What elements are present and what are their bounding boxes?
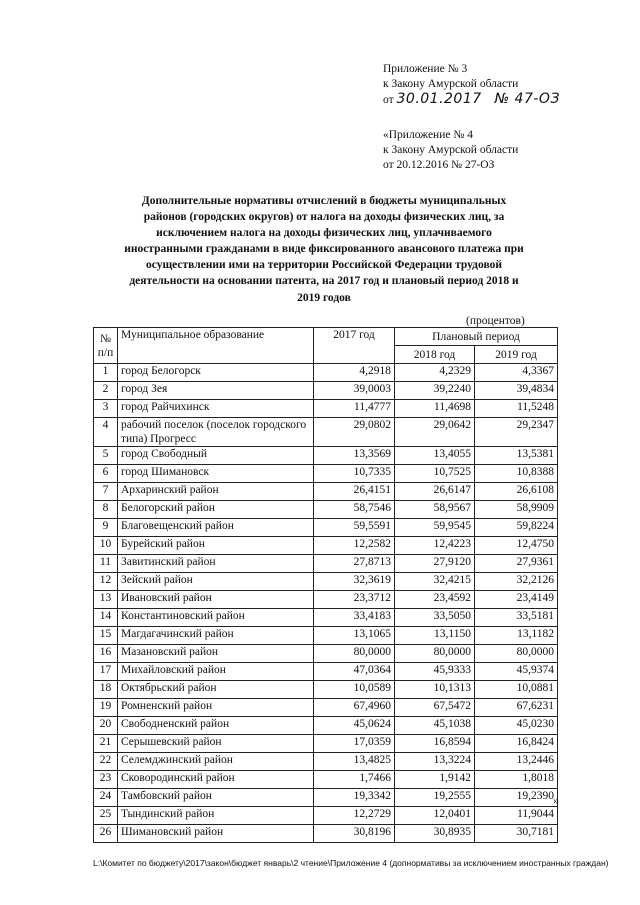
row-number: 8	[94, 501, 118, 519]
value-2017: 33,4183	[314, 609, 395, 627]
header-planned: Плановый период	[395, 328, 558, 346]
value-2019: 58,9909	[475, 501, 558, 519]
row-number: 11	[94, 555, 118, 573]
value-2018: 16,8594	[395, 735, 475, 753]
row-number: 26	[94, 825, 118, 843]
value-2019: 26,6108	[475, 483, 558, 501]
value-2017: 23,3712	[314, 591, 395, 609]
annex-old-number: «Приложение № 4	[383, 129, 473, 141]
handwritten-number: № 47-ОЗ	[494, 91, 560, 107]
annex-number: Приложение № 3	[383, 63, 468, 75]
municipality-name: город Райчихинск	[118, 400, 314, 418]
table-row	[94, 465, 558, 483]
row-number: 22	[94, 753, 118, 771]
value-2019: 23,4149	[475, 591, 558, 609]
value-2018: 13,3224	[395, 753, 475, 771]
value-2019: 33,5181	[475, 609, 558, 627]
table-row	[94, 825, 558, 843]
value-2018: 67,5472	[395, 699, 475, 717]
row-number: 5	[94, 447, 118, 465]
municipality-name: Михайловский район	[118, 663, 314, 681]
row-number: 21	[94, 735, 118, 753]
value-2017: 12,2729	[314, 807, 395, 825]
municipality-name: Зейский район	[118, 573, 314, 591]
municipality-name: город Шимановск	[118, 465, 314, 483]
value-2017: 19,3342	[314, 789, 395, 807]
value-2018: 32,4215	[395, 573, 475, 591]
municipality-name: Архаринский район	[118, 483, 314, 501]
value-2018: 10,1313	[395, 681, 475, 699]
value-2019: 12,4750	[475, 537, 558, 555]
value-2019: 13,1182	[475, 627, 558, 645]
municipality-name: Бурейский район	[118, 537, 314, 555]
annex-date-line: от 30.01.2017 № 47-ОЗ	[383, 91, 560, 107]
municipality-name: Завитинский район	[118, 555, 314, 573]
row-number: 3	[94, 400, 118, 418]
table-row	[94, 555, 558, 573]
municipality-name: Благовещенский район	[118, 519, 314, 537]
footer-file-path: L:\Комитет по бюджету\2017\закон\бюджет январь\2 чтение\Приложение 4 (допнормативы за исключением иностранных граждан)	[93, 858, 609, 868]
municipality-name: Тындинский район	[118, 807, 314, 825]
row-number: 23	[94, 771, 118, 789]
value-2017: 26,4151	[314, 483, 395, 501]
value-2017: 59,5591	[314, 519, 395, 537]
row-number: 17	[94, 663, 118, 681]
municipality-name: Белогорский район	[118, 501, 314, 519]
municipality-name: Свободненский район	[118, 717, 314, 735]
value-2018: 13,4055	[395, 447, 475, 465]
value-2018: 26,6147	[395, 483, 475, 501]
header-2019: 2019 год	[475, 346, 558, 364]
annex-old-header	[383, 128, 518, 173]
header-2017: 2017 год	[314, 328, 395, 364]
table-row	[94, 519, 558, 537]
municipality-name: рабочий поселок (поселок городского типа) Прогресс	[118, 418, 314, 447]
value-2018: 59,9545	[395, 519, 475, 537]
value-2017: 80,0000	[314, 645, 395, 663]
annex-old-date: от 20.12.2016 № 27-ОЗ	[383, 159, 495, 171]
value-2017: 1,7466	[314, 771, 395, 789]
value-2017: 27,8713	[314, 555, 395, 573]
value-2018: 12,0401	[395, 807, 475, 825]
value-2019: 45,9374	[475, 663, 558, 681]
municipality-name: Серышевский район	[118, 735, 314, 753]
value-2018: 23,4592	[395, 591, 475, 609]
value-2019: 11,9044	[475, 807, 558, 825]
municipality-name: Ромненский район	[118, 699, 314, 717]
value-2019: 30,7181	[475, 825, 558, 843]
value-2018: 29,0642	[395, 418, 475, 447]
value-2018: 11,4698	[395, 400, 475, 418]
value-2018: 10,7525	[395, 465, 475, 483]
municipality-name: Мазановский район	[118, 645, 314, 663]
norms-table	[93, 327, 558, 843]
value-2018: 45,9333	[395, 663, 475, 681]
value-2019: 29,2347	[475, 418, 558, 447]
row-number: 19	[94, 699, 118, 717]
table-row	[94, 735, 558, 753]
value-2017: 39,0003	[314, 382, 395, 400]
municipality-name: Константиновский район	[118, 609, 314, 627]
value-2018: 19,2555	[395, 789, 475, 807]
value-2017: 4,2918	[314, 364, 395, 382]
value-2018: 58,9567	[395, 501, 475, 519]
value-2017: 32,3619	[314, 573, 395, 591]
value-2019: 27,9361	[475, 555, 558, 573]
value-2017: 45,0624	[314, 717, 395, 735]
municipality-name: Сковородинский район	[118, 771, 314, 789]
value-2017: 13,3569	[314, 447, 395, 465]
header-num: № п/п	[94, 328, 118, 364]
annex-old-law-ref: к Закону Амурской области	[383, 144, 519, 156]
table-row	[94, 807, 558, 825]
value-2017: 47,0364	[314, 663, 395, 681]
table-row	[94, 400, 558, 418]
value-2018: 30,8935	[395, 825, 475, 843]
municipality-name: Шимановский район	[118, 825, 314, 843]
table-row	[94, 681, 558, 699]
row-number: 18	[94, 681, 118, 699]
value-2018: 1,9142	[395, 771, 475, 789]
document-title: Дополнительные нормативы отчислений в бюджеты муниципальных районов (городских округов) от налога на доходы физических лиц, за исключением налога на доходы физических лиц, уплачиваемого иностранными гражданами в виде фиксированного авансового платежа при осуществлении ими на территории Российской Федерации трудовой деятельности на основании патента, на 2017 год и плановый период 2018 и 2019 годов	[124, 195, 524, 304]
value-2019: 13,2446	[475, 753, 558, 771]
row-number: 7	[94, 483, 118, 501]
row-number: 20	[94, 717, 118, 735]
value-2019: 10,0881	[475, 681, 558, 699]
value-2018: 45,1038	[395, 717, 475, 735]
table-row	[94, 382, 558, 400]
value-2017: 67,4960	[314, 699, 395, 717]
table-row	[94, 699, 558, 717]
value-2017: 10,7335	[314, 465, 395, 483]
value-2019: 13,5381	[475, 447, 558, 465]
header-name: Муниципальное образование	[118, 328, 314, 364]
row-number: 9	[94, 519, 118, 537]
municipality-name: город Белогорск	[118, 364, 314, 382]
row-number: 24	[94, 789, 118, 807]
value-2019: 19,2390	[475, 789, 558, 807]
table-row	[94, 483, 558, 501]
header-2018: 2018 год	[395, 346, 475, 364]
value-2019: 80,0000	[475, 645, 558, 663]
value-2019: 1,8018	[475, 771, 558, 789]
value-2017: 58,7546	[314, 501, 395, 519]
row-number: 16	[94, 645, 118, 663]
table-row	[94, 753, 558, 771]
value-2017: 12,2582	[314, 537, 395, 555]
table-row	[94, 501, 558, 519]
table-row	[94, 573, 558, 591]
value-2019: 39,4834	[475, 382, 558, 400]
row-number: 13	[94, 591, 118, 609]
value-2019: 16,8424	[475, 735, 558, 753]
value-2017: 13,4825	[314, 753, 395, 771]
value-2017: 17,0359	[314, 735, 395, 753]
value-2019: 32,2126	[475, 573, 558, 591]
row-number: 6	[94, 465, 118, 483]
municipality-name: Магдагачинский район	[118, 627, 314, 645]
table-row	[94, 447, 558, 465]
row-number: 14	[94, 609, 118, 627]
municipality-name: Ивановский район	[118, 591, 314, 609]
annex-law-ref: к Закону Амурской области	[383, 78, 519, 90]
table-row	[94, 771, 558, 789]
municipality-name: город Зея	[118, 382, 314, 400]
value-2017: 13,1065	[314, 627, 395, 645]
table-row	[94, 663, 558, 681]
table-row	[94, 364, 558, 382]
value-2018: 4,2329	[395, 364, 475, 382]
closing-quote: »	[553, 793, 559, 807]
table-row	[94, 537, 558, 555]
annex-header	[383, 62, 560, 108]
municipality-name: Селемджинский район	[118, 753, 314, 771]
row-number: 2	[94, 382, 118, 400]
table-row	[94, 591, 558, 609]
value-2017: 29,0802	[314, 418, 395, 447]
value-2019: 4,3367	[475, 364, 558, 382]
value-2018: 27,9120	[395, 555, 475, 573]
value-2019: 10,8388	[475, 465, 558, 483]
table-row	[94, 418, 558, 447]
table-row	[94, 789, 558, 807]
row-number: 10	[94, 537, 118, 555]
row-number: 4	[94, 418, 118, 447]
table-row	[94, 717, 558, 735]
value-2017: 10,0589	[314, 681, 395, 699]
row-number: 12	[94, 573, 118, 591]
row-number: 25	[94, 807, 118, 825]
value-2018: 80,0000	[395, 645, 475, 663]
value-2018: 13,1150	[395, 627, 475, 645]
municipality-name: Тамбовский район	[118, 789, 314, 807]
table-row	[94, 609, 558, 627]
row-number: 1	[94, 364, 118, 382]
value-2018: 39,2240	[395, 382, 475, 400]
table-body	[94, 364, 558, 843]
table-row	[94, 645, 558, 663]
row-number: 15	[94, 627, 118, 645]
municipality-name: город Свободный	[118, 447, 314, 465]
units-label: (процентов)	[466, 315, 525, 327]
value-2019: 11,5248	[475, 400, 558, 418]
value-2017: 30,8196	[314, 825, 395, 843]
value-2018: 12,4223	[395, 537, 475, 555]
value-2019: 45,0230	[475, 717, 558, 735]
municipality-name: Октябрьский район	[118, 681, 314, 699]
handwritten-date: 30.01.2017	[396, 91, 482, 107]
table-row	[94, 627, 558, 645]
value-2018: 33,5050	[395, 609, 475, 627]
value-2019: 59,8224	[475, 519, 558, 537]
value-2017: 11,4777	[314, 400, 395, 418]
value-2019: 67,6231	[475, 699, 558, 717]
